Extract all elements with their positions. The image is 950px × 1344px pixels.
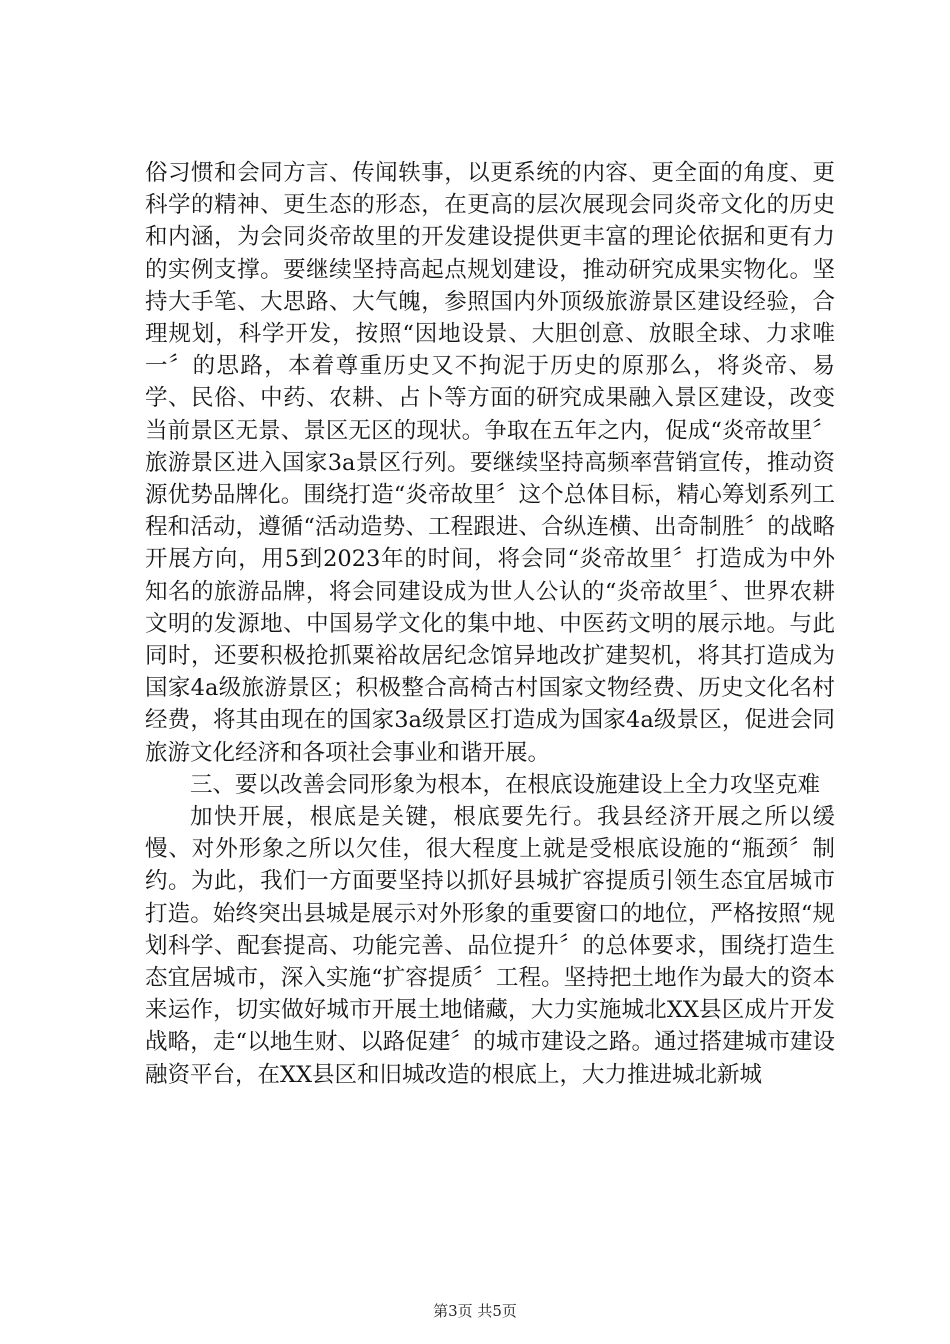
document-body	[145, 157, 835, 1091]
body-paragraph-continued: 俗习惯和会同方言、传闻轶事，以更系统的内容、更全面的角度、更科学的精神、更生态的形态，在更高的层次展现会同炎帝文化的历史和内涵，为会同炎帝故里的开发建设提供更丰富的理论依据和更有力的实例支撑。要继续坚持高起点规划建设，推动研究成果实物化。坚持大手笔、大思路、大气魄，参照国内外顶级旅游景区建设经验，合理规划，科学开发，按照“因地设景、大胆创意、放眼全球、力求唯一〞的思路，本着尊重历史又不拘泥于历史的原那么，将炎帝、易学、民俗、中药、农耕、占卜等方面的研究成果融入景区建设，改变当前景区无景、景区无区的现状。争取在五年之内，促成“炎帝故里〞旅游景区进入国家3a景区行列。要继续坚持高频率营销宣传，推动资源优势品牌化。围绕打造“炎帝故里〞这个总体目标，精心筹划系列工程和活动，遵循“活动造势、工程跟进、合纵连横、出奇制胜〞的战略开展方向，用5到2023年的时间，将会同“炎帝故里〞打造成为中外知名的旅游品牌，将会同建设成为世人公认的“炎帝故里〞、世界农耕文明的发源地、中国易学文化的集中地、中医药文明的展示地。与此同时，还要积极抢抓粟裕故居纪念馆异地改扩建契机，将其打造成为国家4a级旅游景区；积极整合高椅古村国家文物经费、历史文化名村经费，将其由现在的国家3a级景区打造成为国家4a级景区，促进会同旅游文化经济和各项社会事业和谐开展。	[145, 160, 835, 766]
body-paragraph: 加快开展，根底是关键，根底要先行。我县经济开展之所以缓慢、对外形象之所以欠佳，很大程度上就是受根底设施的“瓶颈〞制约。为此，我们一方面要坚持以抓好县城扩容提质引领生态宜居城市打造。始终突出县城是展示对外形象的重要窗口的地位，严格按照“规划科学、配套提高、功能完善、品位提升〞的总体要求，围绕打造生态宜居城市，深入实施“扩容提质〞工程。坚持把土地作为最大的资本来运作，切实做好城市开展土地储藏，大力实施城北XX县区成片开发战略，走“以地生财、以路促建〞的城市建设之路。通过搭建城市建设融资平台，在XX县区和旧城改造的根底上，大力推进城北新城	[145, 804, 835, 1088]
page-number-footer: 第3页 共5页	[433, 1302, 517, 1320]
section-heading-three: 三、要以改善会同形象为根本，在根底设施建设上全力攻坚克难	[190, 771, 821, 798]
